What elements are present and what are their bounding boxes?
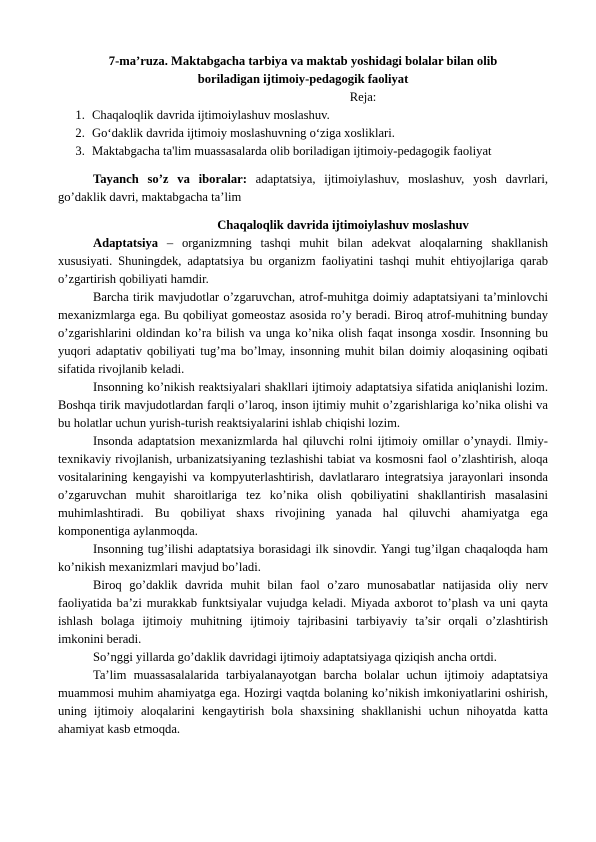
- paragraph-text: – organizmning tashqi muhit bilan adekvat aloqalarning shakllanish xususiyati. Shuningdek, adaptatsiya bu organizm faoliyatini tashqi muhit ehtiyojlariga qarab o’zgartirish qobiliyati hamdir.: [58, 236, 548, 286]
- plan-list: [58, 106, 548, 160]
- title-line-2: boriladigan ijtimoiy-pedagogik faoliyat: [197, 72, 409, 86]
- body-paragraph: Insonning tug’ilishi adaptatsiya borasidagi ilk sinovdir. Yangi tug’ilgan chaqaloqda ham ko’nikish mexanizmlari mavjud bo’ladi.: [58, 542, 548, 574]
- body-paragraph: Biroq go’daklik davrida muhit bilan faol o’zaro munosabatlar natijasida oliy nerv faoliyatida ba’zi murakkab funktsiyalar vujudga keladi. Miyada axborot to’plash va uni qayta ishlash bolaga ijtimoiy muhitning ijtimoiy tajribasini tarbiyaviy ta’sir orqali o’zlashtirish imkonini beradi.: [58, 578, 548, 646]
- body-paragraph: So’nggi yillarda go’daklik davridagi ijtimoiy adaptatsiyaga qiziqish ancha ortdi.: [93, 650, 497, 664]
- plan-heading: Reja:: [349, 90, 377, 104]
- plan-item: 3. Maktabgacha ta'lim muassasalarda olib boriladigan ijtimoiy-pedagogik faoliyat: [88, 142, 548, 160]
- body-paragraph: Ta’lim muassasalalarida tarbiyalanayotgan barcha bolalar uchun ijtimoiy adaptatsiya muammosi muhim ahamiyatga ega. Hozirgi vaqtda bolaning ko’nikish imkoniyatlarini oshirish, uning ijtimoiy aloqalarini kengaytirish bola shaxsining shakllanishi uchun nihoyatda katta ahamiyat kasb etmoqda.: [58, 668, 548, 736]
- paragraph-lead: Adaptatsiya: [93, 236, 159, 250]
- body-paragraph: Insonning ko’nikish reaktsiyalari shakllari ijtimoiy adaptatsiya sifatida aniqlanishi lozim. Boshqa tirik mavjudotlardan farqli o’laroq, inson ijtimiy muhit o’zgarishlariga ko’nika olishi va bu holatlar uchun yurish-turish reaktsiyalarini ishlab chiqishi lozim.: [58, 380, 548, 430]
- title-line-1: 7-ma’ruza. Maktabgacha tarbiya va maktab yoshidagi bolalar bilan olib: [108, 54, 498, 68]
- body-paragraph: Barcha tirik mavjudotlar o’zgaruvchan, atrof-muhitga doimiy adaptatsiyani ta’minlovchi mexanizmlarga ega. Bu qobiliyat gomeostaz asosida ro’y beradi. Biroq atrof-muhitning bunday o’zgarishlarini oldindan ko’ra bilish va unga ko’nika olish faqat insonga xosdir. Insonning bu yuqori adaptativ qobiliyati tug’ma bo’lmay, insonning muhit bilan doimiy aloqasining oqibati sifatida rivojlanib keladi.: [58, 290, 548, 376]
- body-paragraph: [58, 234, 548, 288]
- lecture-title: [58, 52, 548, 88]
- plan-item: 2. Go‘daklik davrida ijtimoiy moslashuvning o‘ziga xosliklari.: [88, 124, 548, 142]
- body-paragraph: Insonda adaptatsion mexanizmlarda hal qiluvchi rolni ijtimoiy omillar o’ynaydi. Ilmiy-texnikaviy rivojlanish, urbanizatsiyaning tezlashishi tabiat va kosmosni faol o’zlashtirish, aloqa vositalarining kengayishi va kompyuterlashtirish, davlatlararo integratsiya jarayonlari insonda o’zgaruvchan muhit sharoitlariga tez ko’nika olish qobiliyatini shakllantirish masalasini muhimlashtiradi. Bu qobiliyat shaxs rivojining yanada hal qiluvchi ahamiyatga ega komponentiga aylanmoqda.: [58, 434, 548, 538]
- keywords-label: Tayanch so’z va iboralar:: [93, 172, 247, 186]
- section-title: Chaqaloqlik davrida ijtimoiylashuv moslashuv: [217, 218, 469, 232]
- keywords-paragraph: [58, 170, 548, 206]
- plan-item: 1. Chaqaloqlik davrida ijtimoiylashuv moslashuv.: [88, 106, 548, 124]
- keywords-text: adaptatsiya, ijtimoiylashuv, moslashuv, yosh davrlari, go’daklik davri, maktabgacha ta’lim: [58, 172, 548, 204]
